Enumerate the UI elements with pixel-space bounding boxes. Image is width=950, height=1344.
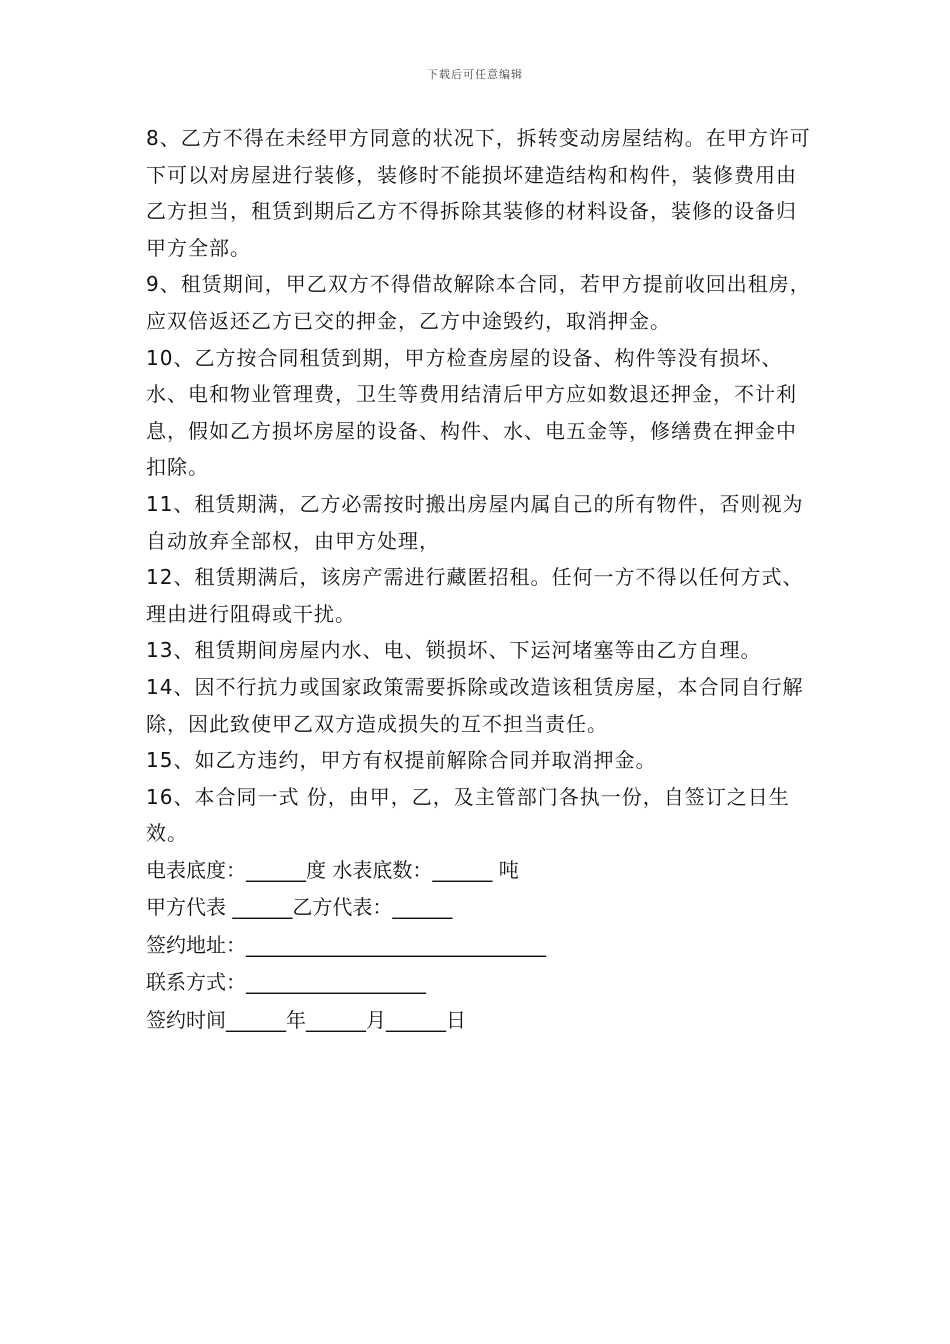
page-header-note: 下载后可任意编辑 (427, 68, 523, 81)
clause-14: 14、因不行抗力或国家政策需要拆除或改造该租赁房屋，本合同自行解除，因此致使甲乙双方造成损失的互不担当责任。 (146, 674, 804, 736)
clause-11: 11、租赁期满，乙方必需按时搬出房屋内属自己的所有物件，否则视为自动放弃全部权，由甲方处理， (146, 491, 804, 553)
signing-date-field: 签约时间______年______月______日 (146, 1007, 466, 1032)
signing-address-field: 签约地址：______________________________ (146, 932, 546, 957)
meter-readings-field: 电表底度：______度 水表底数：______ 吨 (146, 857, 519, 882)
clause-12: 12、租赁期满后，该房产需进行藏匿招租。任何一方不得以任何方式、理由进行阻碍或干扰。 (146, 565, 804, 626)
clause-10: 10、乙方按合同租赁到期，甲方检查房屋的设备、构件等没有损坏、水、电和物业管理费，卫生等费用结清后甲方应如数退还押金，不计利息，假如乙方损坏房屋的设备、构件、水、电五金等，修缮费在押金中扣除。 (146, 345, 797, 480)
clause-8: 8、乙方不得在未经甲方同意的状况下，拆转变动房屋结构。在甲方许可下可以对房屋进行装修，装修时不能损坏建造结构和构件，装修费用由乙方担当，租赁到期后乙方不得拆除其装修的材料设备，装修的设备归甲方全部。 (146, 126, 811, 260)
clause-13: 13、租赁期间房屋内水、电、锁损坏、下运河堵塞等由乙方自理。 (146, 638, 762, 663)
clause-15: 15、如乙方违约，甲方有权提前解除合同并取消押金。 (146, 748, 657, 773)
contract-body (146, 120, 816, 1039)
contact-field: 联系方式：__________________ (146, 970, 426, 995)
representatives-field: 甲方代表 ______乙方代表：______ (146, 895, 453, 920)
clause-9: 9、租赁期间，甲乙双方不得借故解除本合同，若甲方提前收回出租房，应双倍返还乙方已交的押金，乙方中途毁约，取消押金。 (146, 272, 811, 333)
clause-16: 16、本合同一式 份，由甲，乙，及主管部门各执一份，自签订之日生效。 (146, 784, 790, 846)
